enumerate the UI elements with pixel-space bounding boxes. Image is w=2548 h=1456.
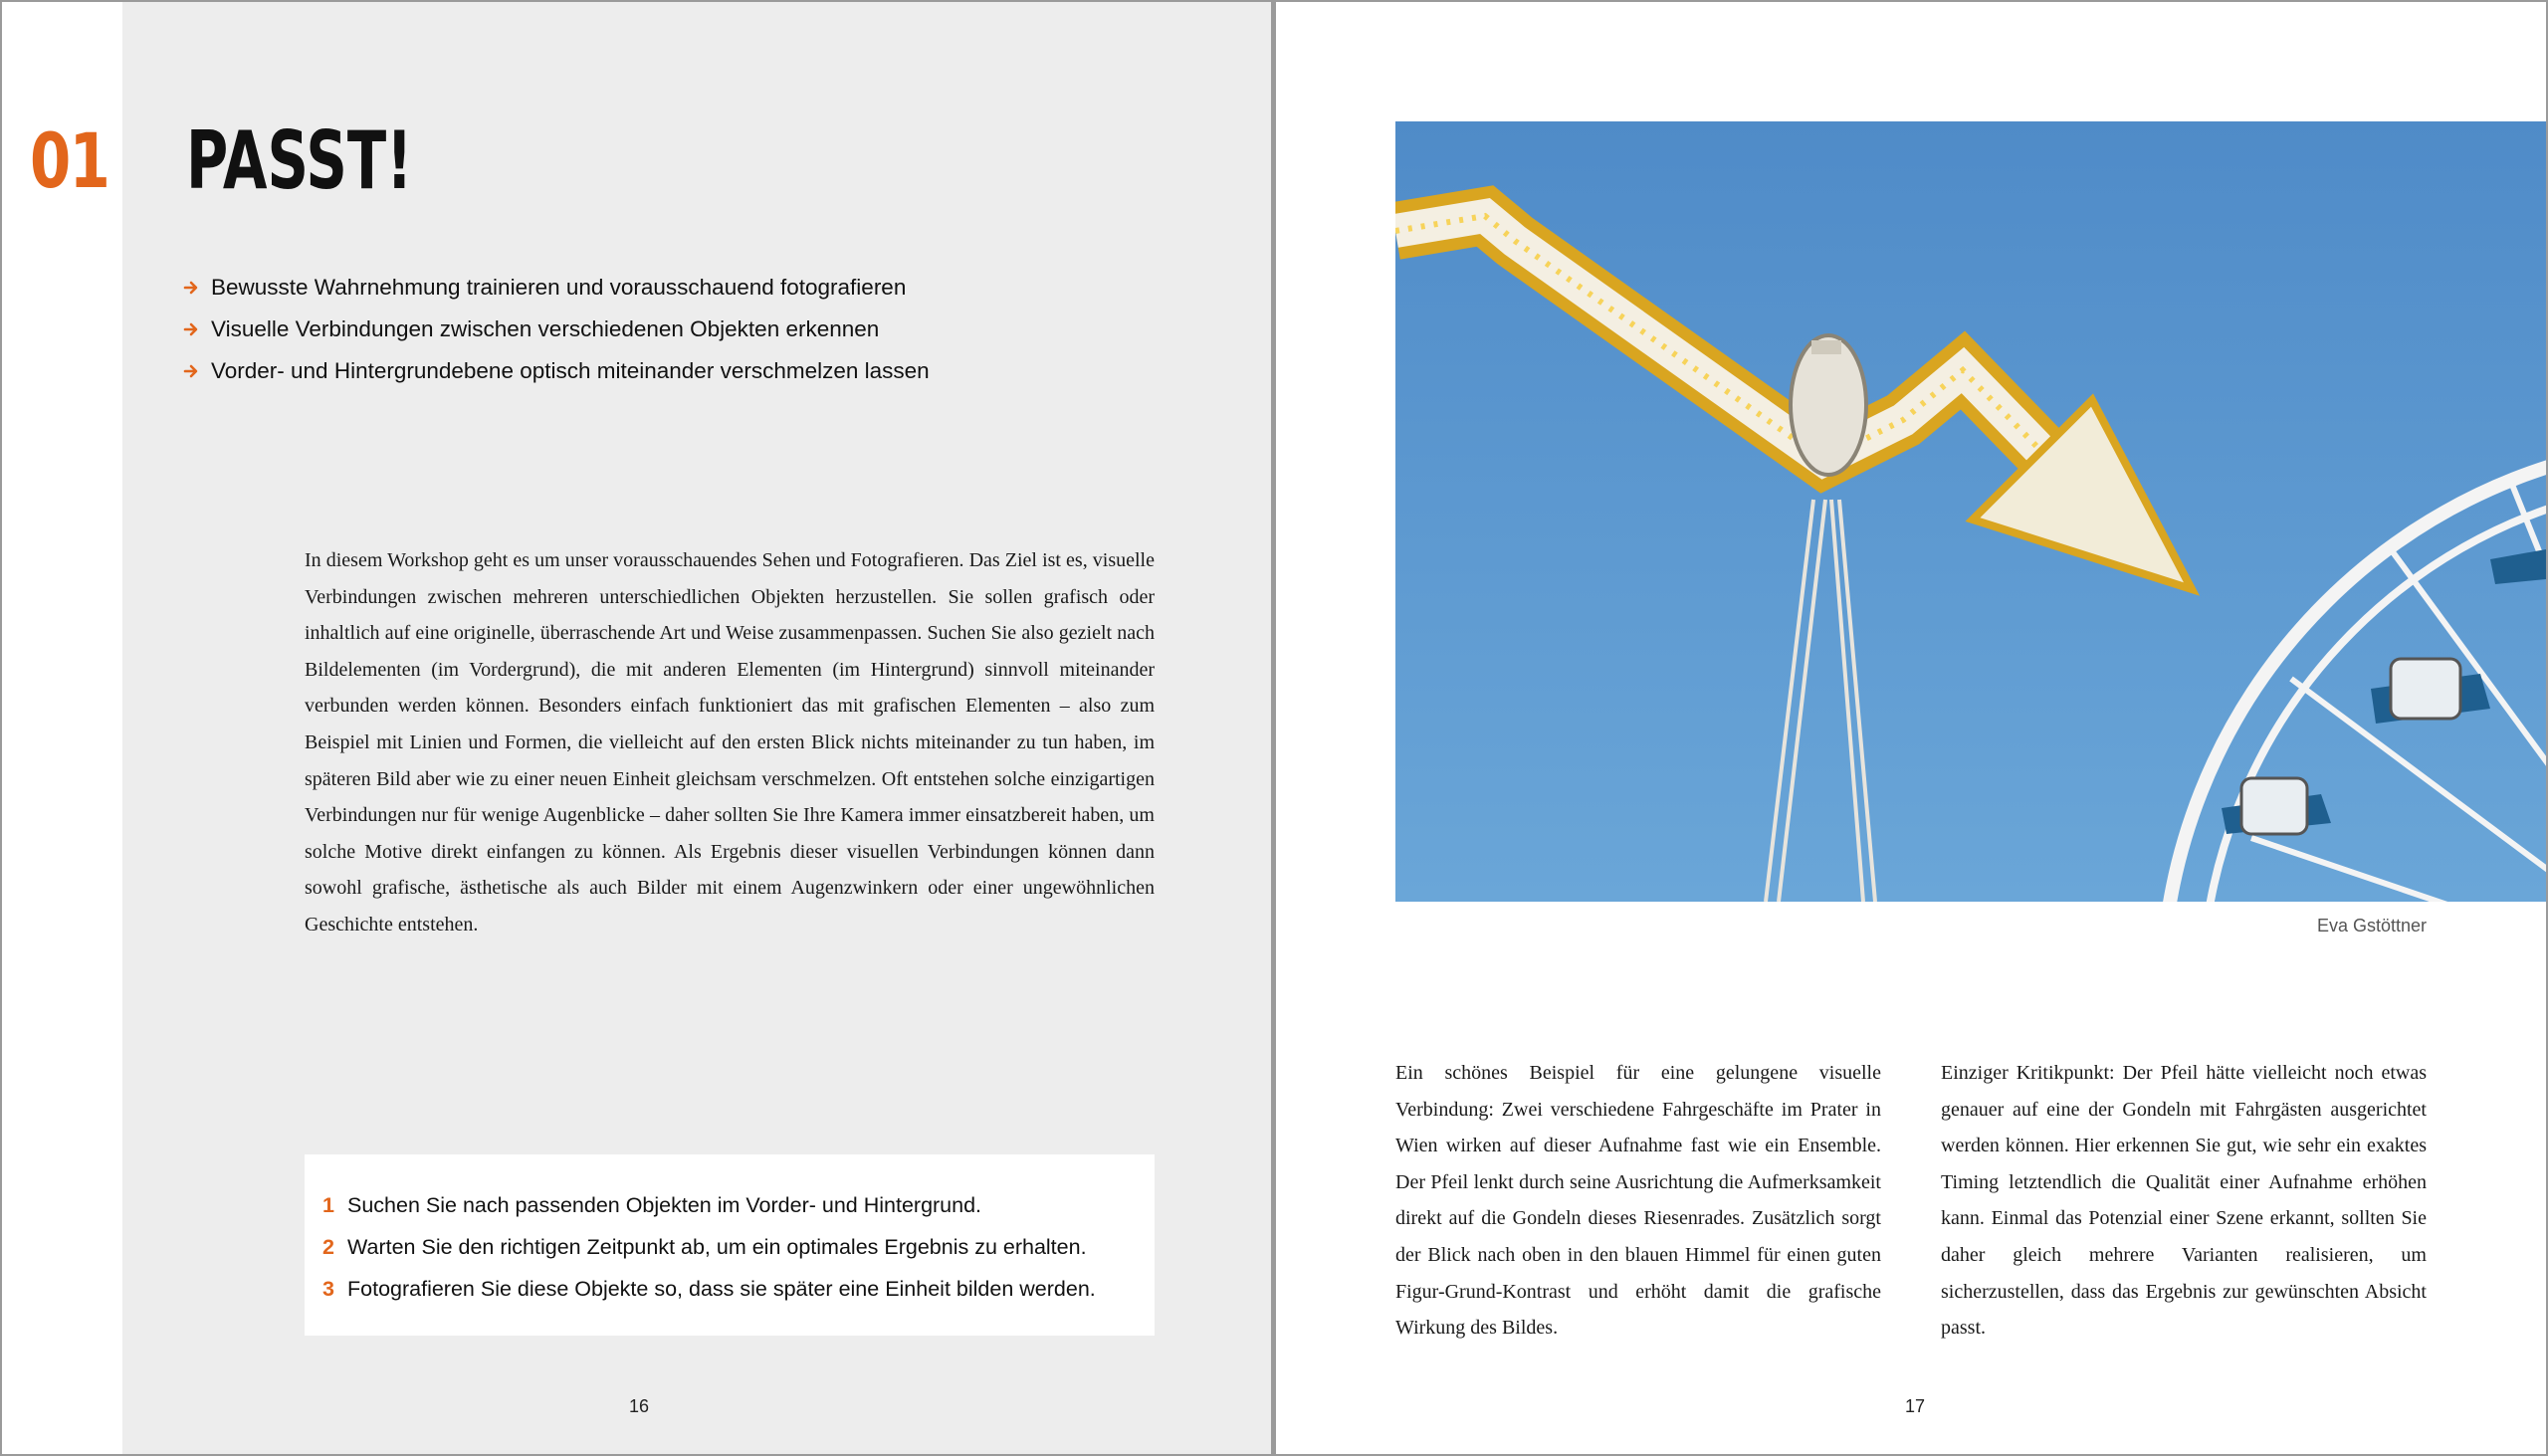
intro-paragraph: In diesem Workshop geht es um unser vorausschauendes Sehen und Fotografieren. Das Ziel ist es, visuelle Verbindungen zwischen mehreren unterschiedlichen Objekten herzustellen. Sie sollen grafisch oder inhaltlich auf eine originelle, überraschende Art und Weise zusammenpassen. Suchen Sie also gezielt nach Bildelementen (im Vordergrund), die mit anderen Elementen (im Hintergrund) sinnvoll miteinander verbunden werden können. Besonders einfach funktioniert das mit grafischen Elementen – also zum Beispiel mit Linien und Formen, die vielleicht auf den ersten Blick nichts miteinander zu tun haben, im späteren Bild aber wie zu einer neuen Einheit gleichsam verschmelzen. Oft entstehen solche einzigartigen Verbindungen nur für wenige Augenblicke – daher sollten Sie Ihre Kamera immer einsatzbereit haben, um solche Motive direkt einfangen zu können. Als Ergebnis dieser visuellen Verbindungen können dann sowohl grafische, ästhetische als auch Bilder mit einem Augenzwinkern oder einer ungewöhnlichen Geschichte entstehen. <box>305 549 1155 936</box>
caption-column-right: Einziger Kritikpunkt: Der Pfeil hätte vielleicht noch etwas genauer auf eine der Gondeln mit Fahrgästen ausgerichtet werden können. Hier erkennen Sie gut, wie sehr ein exaktes Timing letztendlich die Qualität einer Aufnahme erhöhen kann. Einmal das Potenzial einer Szene erkannt, sollten Sie daher gleich mehrere Varianten realisieren, um sicherzustellen, dass das Ergebnis zur gewünschten Absicht passt. <box>1941 1062 2427 1340</box>
arrow-right-icon <box>183 321 199 337</box>
step-text: Suchen Sie nach passenden Objekten im Vorder- und Hintergrund. <box>347 1192 982 1217</box>
step-text: Warten Sie den richtigen Zeitpunkt ab, um ein optimales Ergebnis zu erhalten. <box>347 1234 1087 1259</box>
photo-credit: Eva Gstöttner <box>2316 916 2427 936</box>
right-page <box>1276 2 2546 1454</box>
steps-box <box>305 1154 1155 1336</box>
goal-item <box>183 350 930 392</box>
left-page <box>2 2 1271 1454</box>
goal-text: Visuelle Verbindungen zwischen verschiedenen Objekten erkennen <box>211 316 880 341</box>
step-text: Fotografieren Sie diese Objekte so, dass sie später eine Einheit bilden werden. <box>347 1276 1096 1301</box>
goal-item <box>183 309 930 350</box>
page-number-left: 16 <box>629 1396 650 1416</box>
photo-arrow-ferris-wheel <box>1395 121 2546 902</box>
step-number: 2 <box>322 1234 334 1259</box>
steps-list <box>322 1184 1096 1310</box>
goal-text: Bewusste Wahrnehmung trainieren und vorausschauend fotografieren <box>211 275 907 300</box>
step-item <box>322 1184 1096 1226</box>
chapter-number: 01 <box>30 116 109 205</box>
arrow-right-icon <box>183 280 199 296</box>
learning-goals-list <box>183 267 930 392</box>
step-item <box>322 1226 1096 1268</box>
step-number: 1 <box>322 1192 334 1217</box>
page-number-right: 17 <box>1905 1396 1926 1416</box>
chapter-title: PASST! <box>186 114 413 207</box>
step-number: 3 <box>322 1276 334 1301</box>
arrow-right-icon <box>183 363 199 379</box>
photo-illustration <box>1395 121 2546 902</box>
goal-text: Vorder- und Hintergrundebene optisch miteinander verschmelzen lassen <box>211 358 930 383</box>
caption-column-left: Ein schönes Beispiel für eine gelungene visuelle Verbindung: Zwei verschiedene Fahrgeschäfte im Prater in Wien wirken auf dieser Aufnahme fast wie ein Ensemble. Der Pfeil lenkt durch seine Ausrichtung die Aufmerksamkeit direkt auf die Gondeln dieses Riesenrades. Zusätzlich sorgt der Blick nach oben in den blauen Himmel für einen guten Figur-Grund-Kontrast und erhöht damit die grafische Wirkung des Bildes. <box>1395 1062 1881 1340</box>
goal-item <box>183 267 930 309</box>
step-item <box>322 1268 1096 1310</box>
book-spread <box>2 2 2546 1454</box>
